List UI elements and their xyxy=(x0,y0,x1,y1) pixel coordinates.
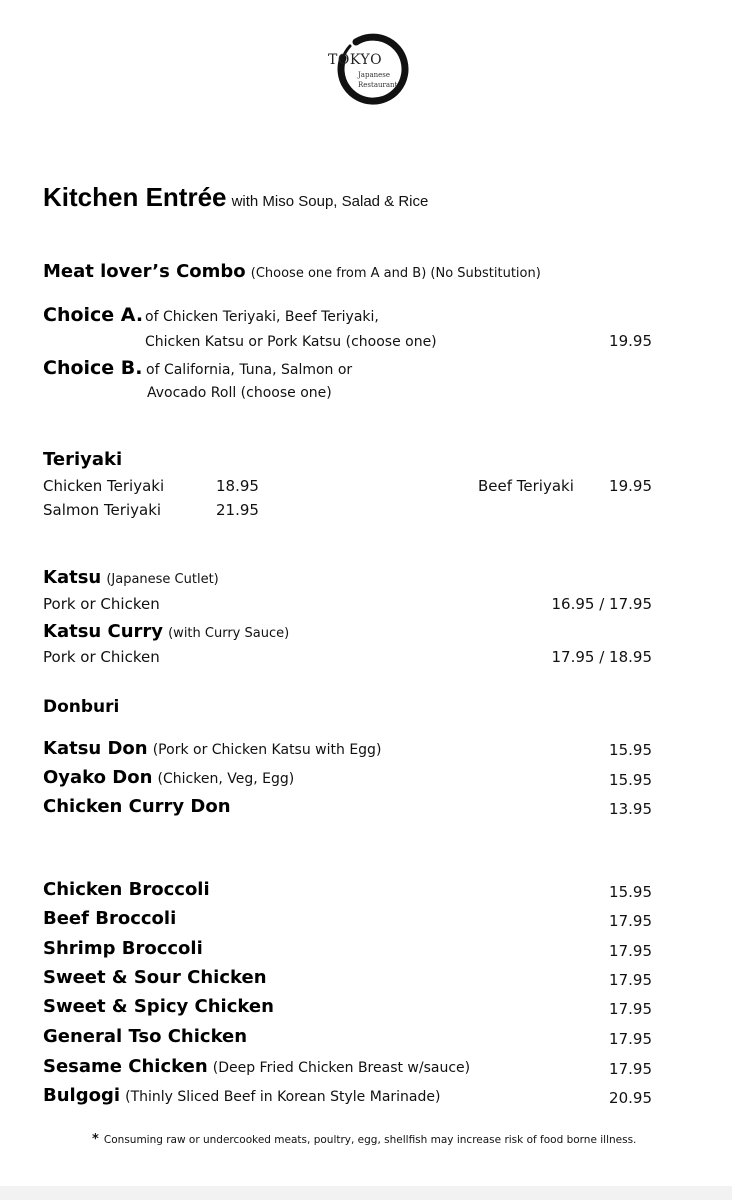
item-note: (Thinly Sliced Beef in Korean Style Marinade) xyxy=(125,1089,441,1105)
teriyaki-item-name: Beef Teriyaki xyxy=(478,477,574,495)
page-bottom-edge xyxy=(0,1186,732,1200)
katsu-heading xyxy=(43,567,219,588)
list-item xyxy=(43,1085,440,1106)
item-name: Shrimp Broccoli xyxy=(43,938,203,959)
combo-title: Meat lover’s Combo xyxy=(43,261,246,282)
donburi-title: Donburi xyxy=(43,697,120,717)
asterisk: * xyxy=(92,1132,99,1147)
teriyaki-item-name: Salmon Teriyaki xyxy=(43,501,162,519)
combo-heading xyxy=(43,261,541,282)
choice-b-line2: Avocado Roll (choose one) xyxy=(147,385,332,401)
katsu-curry-heading xyxy=(43,621,289,642)
katsu-note: (Japanese Cutlet) xyxy=(106,572,219,587)
list-item xyxy=(43,767,294,788)
item-price: 17.95 xyxy=(609,971,652,989)
item-name: General Tso Chicken xyxy=(43,1026,248,1047)
item-name: Sweet & Sour Chicken xyxy=(43,967,267,988)
disclaimer-text: Consuming raw or undercooked meats, poultry, egg, shellfish may increase risk of food borne illness. xyxy=(103,1134,637,1146)
item-price: 17.95 xyxy=(609,1030,652,1048)
teriyaki-item-price: 21.95 xyxy=(216,501,259,519)
logo-subtitle-1: Japanese xyxy=(358,71,391,79)
list-item xyxy=(43,967,267,988)
list-item xyxy=(43,1056,470,1077)
item-price: 15.95 xyxy=(609,771,652,789)
combo-price: 19.95 xyxy=(609,332,652,350)
footer-disclaimer xyxy=(92,1128,636,1147)
item-price: 17.95 xyxy=(609,1060,652,1078)
list-item xyxy=(43,879,210,900)
list-item xyxy=(43,938,203,959)
restaurant-logo xyxy=(326,28,414,108)
page-title: Kitchen Entrée xyxy=(43,182,227,212)
item-price: 20.95 xyxy=(609,1089,652,1107)
katsu-curry-desc: Pork or Chicken xyxy=(43,648,160,666)
list-item xyxy=(43,996,274,1017)
page-subtitle: with Miso Soup, Salad & Rice xyxy=(231,193,429,210)
item-name: Bulgogi xyxy=(43,1085,121,1106)
katsu-title: Katsu xyxy=(43,567,102,588)
item-price: 17.95 xyxy=(609,912,652,930)
list-item xyxy=(43,908,176,929)
logo-name: TOKYO xyxy=(328,52,383,68)
item-name: Katsu Don xyxy=(43,738,148,759)
katsu-price: 16.95 / 17.95 xyxy=(551,595,652,613)
enso-circle-icon xyxy=(326,28,414,108)
page-header xyxy=(43,182,428,213)
combo-note: (Choose one from A and B) (No Substitution) xyxy=(250,266,541,281)
item-name: Chicken Broccoli xyxy=(43,879,210,900)
item-name: Chicken Curry Don xyxy=(43,796,231,817)
item-name: Beef Broccoli xyxy=(43,908,177,929)
logo-subtitle-2: Restaurant xyxy=(358,81,398,89)
item-name: Oyako Don xyxy=(43,767,153,788)
katsu-curry-note: (with Curry Sauce) xyxy=(168,626,290,641)
choice-a-line1: of Chicken Teriyaki, Beef Teriyaki, xyxy=(145,309,379,325)
list-item xyxy=(43,738,381,759)
teriyaki-item-price: 19.95 xyxy=(609,477,652,495)
item-price: 17.95 xyxy=(609,1000,652,1018)
item-name: Sweet & Spicy Chicken xyxy=(43,996,274,1017)
item-price: 13.95 xyxy=(609,800,652,818)
item-price: 15.95 xyxy=(609,741,652,759)
item-note: (Pork or Chicken Katsu with Egg) xyxy=(152,742,382,758)
item-name: Sesame Chicken xyxy=(43,1056,208,1077)
item-note: (Deep Fried Chicken Breast w/sauce) xyxy=(212,1060,471,1076)
choice-a-line2: Chicken Katsu or Pork Katsu (choose one) xyxy=(145,334,437,350)
choice-b-line1: of California, Tuna, Salmon or xyxy=(146,362,353,378)
item-note: (Chicken, Veg, Egg) xyxy=(157,771,295,787)
choice-a-label: Choice A. xyxy=(43,304,144,326)
katsu-desc: Pork or Chicken xyxy=(43,595,160,613)
choice-b-label: Choice B. xyxy=(43,357,143,379)
katsu-curry-title: Katsu Curry xyxy=(43,621,164,642)
katsu-curry-price: 17.95 / 18.95 xyxy=(551,648,652,666)
teriyaki-item-price: 18.95 xyxy=(216,477,259,495)
teriyaki-item-name: Chicken Teriyaki xyxy=(43,477,165,495)
list-item xyxy=(43,1026,247,1047)
item-price: 15.95 xyxy=(609,883,652,901)
list-item xyxy=(43,796,231,817)
teriyaki-title: Teriyaki xyxy=(43,449,123,470)
item-price: 17.95 xyxy=(609,942,652,960)
